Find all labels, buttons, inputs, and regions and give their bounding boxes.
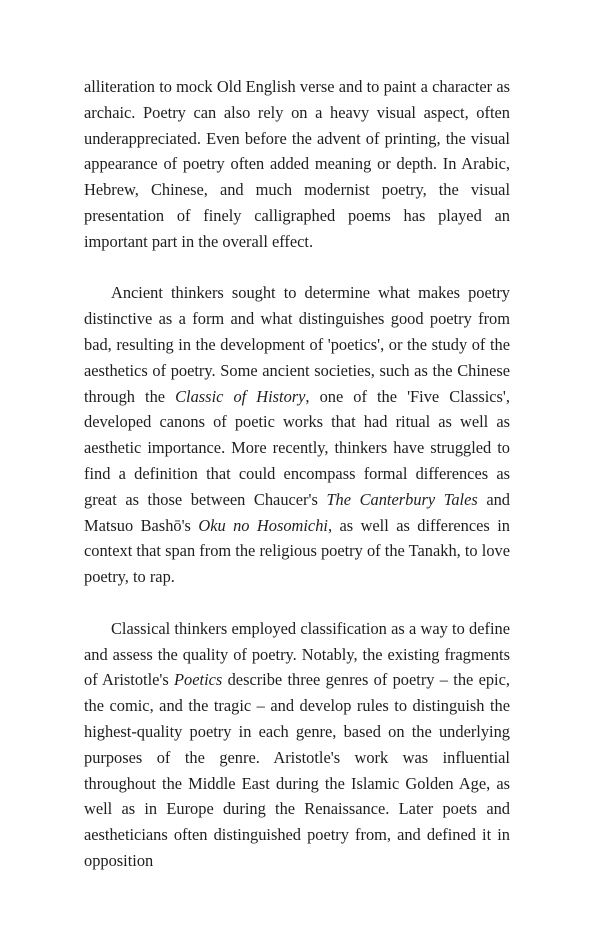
paragraph-2 [84,280,510,590]
text-segment: , one of the 'Five Classics', developed canons of poetic works that had ritual as well as aesthetic importance. More recently, thinkers have struggled to find a definition that could encompass formal differences as great as those between Chaucer's [84,386,510,509]
title-oku-no-hosomichi: Oku no Hosomichi [198,515,328,535]
title-classic-of-history: Classic of History [175,386,306,406]
paragraph-1 [84,74,510,255]
text-segment: , as well as differences in context that span from the religious poetry of the Tanakh, to love poetry, to rap. [84,515,510,587]
paragraph-3 [84,616,510,874]
text-segment: and Matsuo Bashō's [84,489,511,535]
page-body [84,74,510,874]
text-segment: Classical thinkers employed classification as a way to define and assess the quality of poetry. Notably, the existing fragments of Aristotle's [84,618,510,690]
text-segment: Ancient thinkers sought to determine what makes poetry distinctive as a form and what distinguishes good poetry from bad, resulting in the development of 'poetics', or the study of the aesthetics of poetry. Some ancient societies, such as the Chinese through the [84,283,510,406]
title-canterbury-tales: The Canterbury Tales [326,489,478,509]
title-poetics: Poetics [174,670,223,690]
text-segment: describe three genres of poetry – the epic, the comic, and the tragic – and develop rules to distinguish the highest-quality poetry in each genre, based on the underlying purposes of the genre. Aristotle's work was influential throughout the Middle East during the Islamic Golden Age, as well as in Europe during the Renaissance. Later poets and aestheticians often distinguished poetry from, and defined it in opposition [84,670,510,870]
text-segment: alliteration to mock Old English verse and to paint a character as archaic. Poetry can also rely on a heavy visual aspect, often underappreciated. Even before the advent of printing, the visual appearance of poetry often added meaning or depth. In Arabic, Hebrew, Chinese, and much modernist poetry, the visual presentation of finely calligraphed poems has played an important part in the overall effect. [84,77,510,251]
